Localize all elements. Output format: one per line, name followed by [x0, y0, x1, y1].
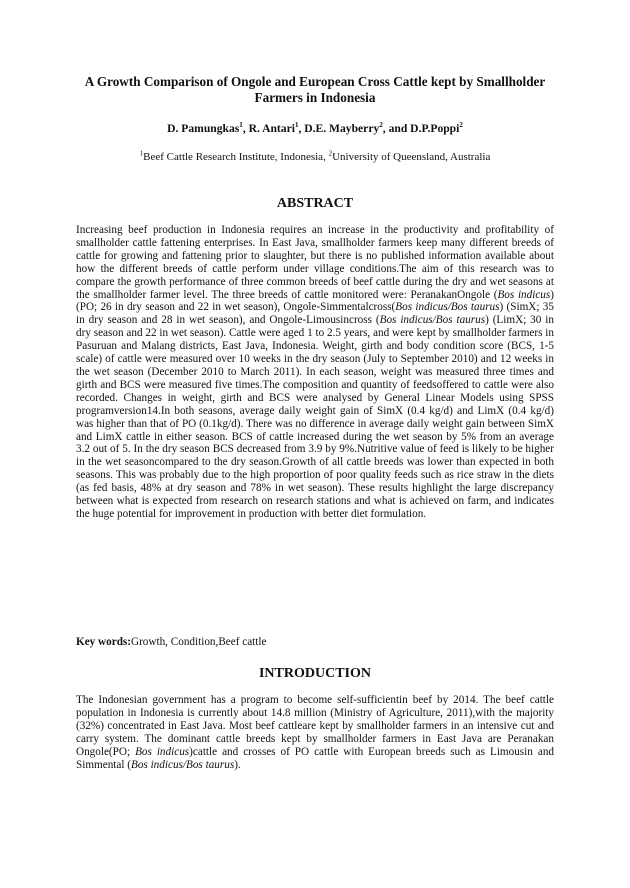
author-separator: , and: [382, 122, 411, 135]
species-name: Bos indicus/Bos taurus: [395, 301, 500, 314]
abstract-body: [76, 224, 554, 521]
author-affiliation-marker: 1: [294, 121, 299, 130]
keywords-text: Growth, Condition,Beef cattle: [131, 636, 267, 648]
abstract-text-segment: ) (LimX; 30 in dry season and 22 in wet season). Cattle were aged 1 to 2.5 years, and were kept by smallholder farmers in Pasuruan and Malang districts, East Java, Indonesia. Weight, girth and body condition score (BCS, 1-5 scale) of cattle were measured over 10 weeks in the dry season (July to September 2010) and 12 weeks in the wet season (December 2010 to March 2011). In each season, weight was measured three times and girth and BCS were measured five times.The composition and quantity of feedsoffered to cattle were also recorded. Changes in weight, girth and BCS were analysed by General Linear Models using SPSS programversion14.In both seasons, average daily weight gain of SimX (0.4 kg/d) and LimX (0.4 kg/d) was higher than that of PO (0.1kg/d). There was no difference in average daily weight gain between SimX and LimX cattle in either season. BCS of cattle increased during the wet season by 5% from an average 3.2 out of 5. In the dry season BCS decreased from 3.9 by 9%.Nutritive value of feed is likely to be higher in the wet seasoncompared to the dry season.Growth of all cattle breeds was lower than expected in both seasons. This was probably due to the high proportion of poor quality feeds such as rice straw in the diets (as fed basis, 48% at dry season and 78% in wet season). These results highlight the large discrepancy between what is expected from research on research stations and what is achieved on farm, and indicates the huge potential for improvement in production with better diet formulation.: [76, 314, 554, 520]
abstract-text-segment: ) (SimX; 35 in dry season and 28 in wet season), and Ongole-Limousincross (: [76, 301, 554, 327]
species-name: Bos indicus: [497, 288, 551, 301]
author-affiliation-marker: 2: [379, 121, 383, 130]
abstract-heading: ABSTRACT: [276, 196, 354, 211]
author-separator: ,: [242, 122, 249, 135]
species-name: Bos indicus: [135, 745, 190, 758]
affiliation-number: 1: [139, 149, 144, 158]
species-name: Bos indicus/Bos taurus: [379, 314, 486, 327]
author-separator: ,: [298, 122, 305, 135]
keywords-label: Key words:: [76, 636, 131, 648]
paper-title: A Growth Comparison of Ongole and European Cross Cattle kept by Smallholder Farmers in Indonesia: [84, 74, 546, 105]
author-name: D.E. Mayberry: [304, 122, 380, 135]
author-name: D.P.Poppi: [410, 122, 460, 135]
author-affiliation-marker: 1: [239, 121, 243, 130]
affiliations: [60, 150, 570, 164]
abstract-text-segment: ) (PO; 26 in dry season and 22 in wet season), Ongole-Simmentalcross(: [76, 288, 554, 314]
author-name: D. Pamungkas: [167, 122, 240, 135]
author-list: [76, 122, 554, 136]
affiliation-text: University of Queensland, Australia: [332, 151, 491, 163]
intro-text-segment: ).: [234, 758, 241, 771]
introduction-heading: INTRODUCTION: [258, 666, 371, 681]
affiliation-text: Beef Cattle Research Institute, Indonesia,: [143, 151, 329, 163]
author-name: R. Antari: [248, 122, 295, 135]
intro-text-segment: )cattle and crosses of PO cattle with European breeds such as Limousin and Simmental (: [76, 745, 555, 771]
author-affiliation-marker: 2: [459, 121, 463, 130]
introduction-body: [76, 694, 554, 771]
species-name: Bos indicus/Bos taurus: [131, 758, 235, 771]
abstract-text-segment: Increasing beef production in Indonesia requires an increase in the productivity and profitability of smallholder cattle fattening enterprises. In East Java, smallholder farmers keep many different breeds of cattle for growing and fattening prior to slaughter, but there is no published information available about how the different breeds of cattle perform under village conditions.The aim of this research was to compare the growth performance of three common breeds of beef cattle during the dry and wet seasons at the smallholder farmer level. The three breeds of cattle monitored were: PeranakanOngole (: [76, 224, 554, 301]
intro-text-segment: The Indonesian government has a program to become self-sufficientin beef by 2014. The beef cattle population in Indonesia is currently about 14.8 million (Ministry of Agriculture, 2011),with the majority (32%) concentrated in East Java. Most beef cattleare kept by smallholder farmers in an intensive cut and carry system. The dominant cattle breeds kept by smallholder farmers in East Java are Peranakan Ongole(PO;: [76, 694, 554, 758]
keywords-line: [76, 635, 554, 649]
affiliation-number: 2: [328, 149, 333, 158]
